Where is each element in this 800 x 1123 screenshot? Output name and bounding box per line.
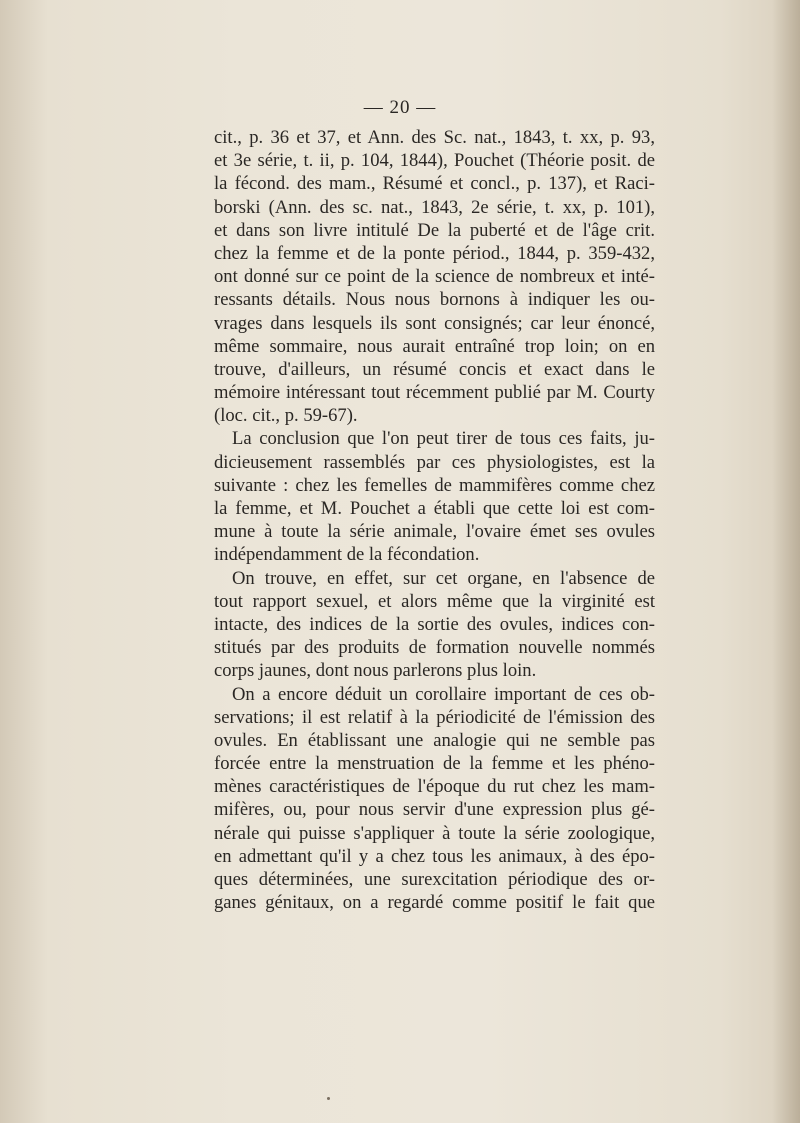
text-line: mifères, ou, pour nous servir d'une expression plus gé- [214,799,655,821]
text-line: ont donné sur ce point de la science de nombreux et inté- [214,266,655,288]
paper-speck [327,1097,330,1100]
body-text [214,126,655,914]
text-line: servations; il est relatif à la périodicité de l'émission des [214,706,655,728]
text-line: intacte, des indices de la sortie des ovules, indices con- [214,613,655,635]
text-line: ressants détails. Nous nous bornons à indiquer les ou- [214,289,655,311]
text-line: cit., p. 36 et 37, et Ann. des Sc. nat., 1843, t. xx, p. 93, [214,127,655,148]
text-line: et dans son livre intitulé De la puberté et de l'âge crit. [214,219,655,241]
text-line: stitués par des produits de formation nouvelle nommés [214,637,655,659]
text-line: en admettant qu'il y a chez tous les animaux, à des épo- [214,845,655,867]
text-line: et 3e série, t. ii, p. 104, 1844), Pouchet (Théorie posit. de [214,150,655,172]
text-line: ques déterminées, une surexcitation périodique des or- [214,869,655,890]
page-number: — 20 — [363,97,437,118]
text-line: trouve, d'ailleurs, un résumé concis et exact dans le [214,358,655,380]
text-line: corps jaunes, dont nous parlerons plus loin. [214,660,537,682]
text-line: chez la femme et de la ponte périod., 1844, p. 359-432, [214,242,655,264]
text-line: ovules. En établissant une analogie qui ne semble pas [214,729,655,751]
text-line: ganes génitaux, on a regardé comme positif le fait que [214,892,655,914]
text-line: dicieusement rassemblés par ces physiologistes, est la [214,451,655,473]
text-line: la femme, et M. Pouchet a établi que cette loi est com- [214,498,655,519]
text-line: mémoire intéressant tout récemment publié par M. Courty [214,382,655,404]
text-line: mune à toute la série animale, l'ovaire émet ses ovules [214,521,655,543]
text-line: tout rapport sexuel, et alors même que la virginité est [214,590,655,612]
text-line: (loc. cit., p. 59-67). [214,405,358,427]
text-line: indépendamment de la fécondation. [214,544,480,566]
text-line: vrages dans lesquels ils sont consignés; car leur énoncé, [214,312,655,334]
text-line: On trouve, en effet, sur cet organe, en l'absence de [232,567,655,589]
text-line: nérale qui puisse s'appliquer à toute la série zoologique, [214,822,655,844]
text-line: On a encore déduit un corollaire important de ces ob- [232,683,655,705]
text-line: La conclusion que l'on peut tirer de tous ces faits, ju- [232,428,655,450]
text-line: borski (Ann. des sc. nat., 1843, 2e série, t. xx, p. 101), [214,196,655,218]
text-line: suivante : chez les femelles de mammifères comme chez [214,474,655,496]
text-line: même sommaire, nous aurait entraîné trop loin; on en [214,335,655,357]
text-line: forcée entre la menstruation de la femme et les phéno- [214,753,655,775]
text-line: la fécond. des mam., Résumé et concl., p. 137), et Raci- [214,173,655,195]
text-line: mènes caractéristiques de l'époque du rut chez les mam- [214,776,655,798]
